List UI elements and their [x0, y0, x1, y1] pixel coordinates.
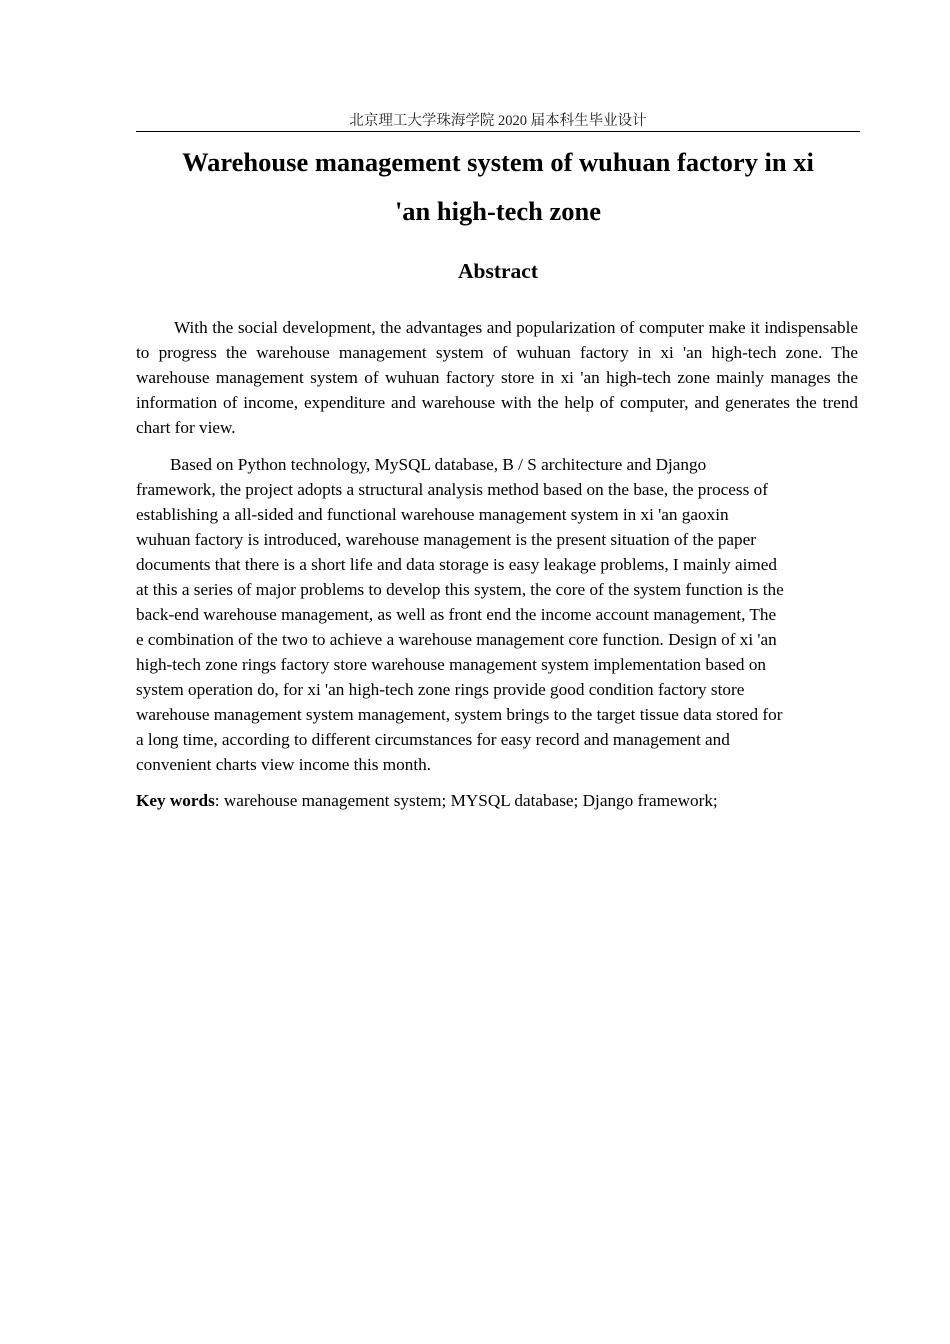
title-line-1: Warehouse management system of wuhuan factory in xi — [182, 147, 814, 177]
abstract-paragraph-2 — [136, 452, 858, 777]
paragraph-2-line: convenient charts view income this month. — [136, 755, 431, 774]
keywords-label: Key words — [136, 791, 215, 810]
thesis-title — [136, 138, 860, 236]
paragraph-2-line: a long time, according to different circumstances for easy record and management and — [136, 730, 730, 749]
paragraph-2-line: wuhuan factory is introduced, warehouse management is the present situation of the paper — [136, 530, 756, 549]
paragraph-2-line: system operation do, for xi 'an high-tech zone rings provide good condition factory store — [136, 680, 745, 699]
paragraph-2-line: at this a series of major problems to develop this system, the core of the system function is the — [136, 580, 784, 599]
paragraph-2-line: e combination of the two to achieve a warehouse management core function. Design of xi 'an — [136, 630, 777, 649]
abstract-paragraph-1: With the social development, the advantages and popularization of computer make it indispensable to progress the warehouse management system of wuhuan factory in xi 'an high-tech zone. The warehouse management system of wuhuan factory store in xi 'an high-tech zone mainly manages the information of income, expenditure and warehouse with the help of computer, and generates the trend chart for view. — [136, 318, 858, 437]
paragraph-2-line: documents that there is a short life and data storage is easy leakage problems, I mainly aimed — [136, 555, 777, 574]
running-header: 北京理工大学珠海学院 2020 届本科生毕业设计 — [136, 112, 860, 132]
paragraph-2-line: Based on Python technology, MySQL database, B / S architecture and Django — [170, 455, 707, 474]
paragraph-2-line: back-end warehouse management, as well as front end the income account management, The — [136, 605, 777, 624]
paragraph-2-line: warehouse management system management, system brings to the target tissue data stored for — [136, 705, 783, 724]
keywords-line — [136, 788, 858, 813]
paragraph-2-line: high-tech zone rings factory store warehouse management system implementation based on — [136, 655, 767, 674]
paragraph-2-line: establishing a all-sided and functional warehouse management system in xi 'an gaoxin — [136, 505, 729, 524]
keywords-text: : warehouse management system; MYSQL database; Django framework; — [214, 791, 718, 810]
title-line-2: 'an high-tech zone — [394, 196, 602, 226]
abstract-heading: Abstract — [457, 259, 538, 283]
paragraph-2-line: framework, the project adopts a structural analysis method based on the base, the process of — [136, 480, 768, 499]
